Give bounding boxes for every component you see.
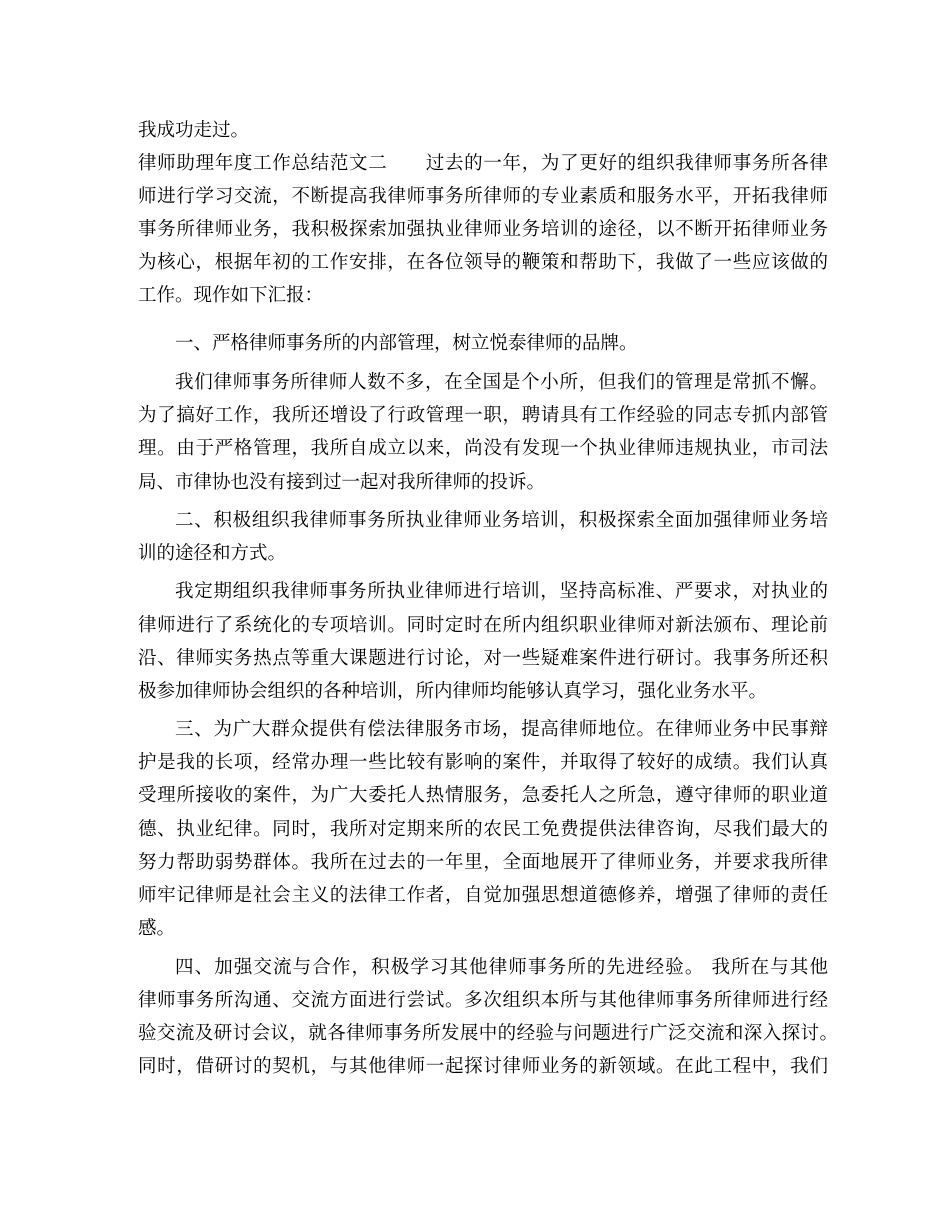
section-heading: 二、积极组织我律师事务所执业律师业务培训，积极探索全面加强律师业务培 <box>175 510 828 531</box>
text-line: 师进行学习交流，不断提高我律师事务所律师的专业素质和服务水平，开拓我律师 <box>138 186 828 207</box>
text-line: 极参加律师协会组织的各种培训，所内律师均能够认真学习，强化业务水平。 <box>138 681 768 702</box>
section-heading: 四、加强交流与合作，积极学习其他律师事务所的先进经验。 我所在与其他 <box>175 957 828 978</box>
text-line: 感。 <box>138 918 176 939</box>
text-line: 受理所接收的案件，为广大委托人热情服务，急委托人之所急，遵守律师的职业道 <box>138 785 828 806</box>
text-line: 为核心，根据年初的工作安排，在各位领导的鞭策和帮助下，我做了一些应该做的 <box>138 252 828 273</box>
text-line: 事务所律师业务，我积极探索加强执业律师业务培训的途径，以不断开拓律师业务 <box>138 219 828 240</box>
text-line: 我定期组织我律师事务所执业律师进行培训，坚持高标准、严要求，对执业的 <box>175 581 828 602</box>
text-line: 我们律师事务所律师人数不多，在全国是个小所，但我们的管理是常抓不懈。 <box>175 372 828 393</box>
text-line: 师牢记律师是社会主义的法律工作者，自觉加强思想道德修养，增强了律师的责任 <box>138 885 828 906</box>
text-line: 护是我的长项，经常办理一些比较有影响的案件，并取得了较好的成绩。我们认真 <box>138 752 828 773</box>
text-line: 德、执业纪律。同时，我所对定期来所的农民工免费提供法律咨询，尽我们最大的 <box>138 819 828 840</box>
section-heading: 一、严格律师事务所的内部管理，树立悦泰律师的品牌。 <box>175 333 638 354</box>
text-line: 律师进行了系统化的专项培训。同时定时在所内组织职业律师对新法颁布、理论前 <box>138 615 828 636</box>
text-line: 努力帮助弱势群体。我所在过去的一年里，全面地展开了律师业务，并要求我所律 <box>138 852 828 873</box>
text-line: 局、市律协也没有接到过一起对我所律师的投诉。 <box>138 472 546 493</box>
text-line: 我成功走过。 <box>138 120 250 141</box>
section-heading: 三、为广大群众提供有偿法律服务市场，提高律师地位。在律师业务中民事辩 <box>175 719 828 740</box>
text-line: 工作。现作如下汇报： <box>138 285 324 306</box>
section-heading: 训的途径和方式。 <box>138 543 287 564</box>
text-line: 沿、律师实务热点等重大课题进行讨论，对一些疑难案件进行研讨。我事务所还积 <box>138 648 828 669</box>
text-line: 同时，借研讨的契机，与其他律师一起探讨律师业务的新领域。在此工程中，我们 <box>138 1056 828 1077</box>
text-line: 律师事务所沟通、交流方面进行尝试。多次组织本所与其他律师事务所律师进行经 <box>138 990 828 1011</box>
text-line: 为了搞好工作，我所还增设了行政管理一职，聘请具有工作经验的同志专抓内部管 <box>138 405 828 426</box>
text-line: 律师助理年度工作总结范文二 过去的一年，为了更好的组织我律师事务所各律 <box>138 153 828 174</box>
text-line: 验交流及研讨会议，就各律师事务所发展中的经验与问题进行广泛交流和深入探讨。 <box>138 1023 838 1044</box>
text-line: 理。由于严格管理，我所自成立以来，尚没有发现一个执业律师违规执业，市司法 <box>138 438 828 459</box>
